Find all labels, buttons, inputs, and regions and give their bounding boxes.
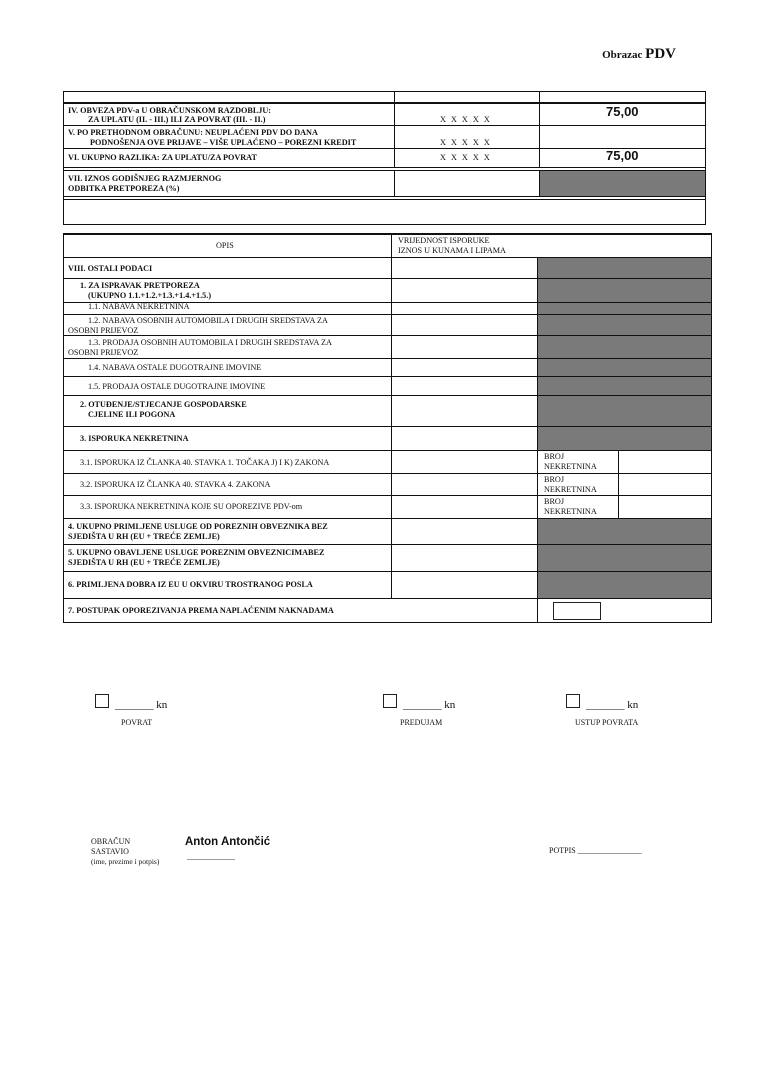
row-iv-sublabel: ZA UPLATU (II. - III.) ILI ZA POVRAT (III. - II.) bbox=[88, 115, 266, 124]
predujam-label: PREDUJAM bbox=[400, 718, 443, 727]
row-3-3-label: 3.3. ISPORUKA NEKRETNINA KOJE SU OPOREZIVE PDV-om bbox=[80, 502, 303, 511]
povrat-checkbox[interactable] bbox=[95, 694, 109, 708]
form-code: PDV bbox=[645, 46, 676, 62]
row-1-3-sublabel: OSOBNI PRIJEVOZ bbox=[68, 348, 139, 357]
ustup-povrata-amount: _______ kn bbox=[586, 699, 639, 711]
row-vii-label: VII. IZNOS GODIŠNJEG RAZMJERNOG bbox=[68, 174, 222, 183]
broj-sublabel-1: NEKRETNINA bbox=[544, 462, 597, 471]
row-v-label: V. PO PRETHODNOM OBRAČUNU: NEUPLAĆENI PDV DO DANA bbox=[68, 128, 318, 137]
col-header-opis: OPIS bbox=[216, 241, 234, 250]
row-iv-label: IV. OBVEZA PDV-a U OBRAČUNSKOM RAZDOBLJU: bbox=[68, 106, 272, 115]
row-1-label: 1. ZA ISPRAVAK PRETPOREZA bbox=[80, 281, 200, 290]
povrat-label: POVRAT bbox=[121, 718, 153, 727]
row-v-sublabel: PODNOŠENJA OVE PRIJAVE – VIŠE UPLAĆENO – POREZNI KREDIT bbox=[90, 138, 357, 147]
povrat-amount: _______ kn bbox=[115, 699, 168, 711]
row-1-1-label: 1.1. NABAVA NEKRETNINA bbox=[88, 302, 190, 311]
ustup-povrata-label: USTUP POVRATA bbox=[575, 718, 639, 727]
row-3-1-label: 3.1. ISPORUKA IZ ČLANKA 40. STAVKA 1. TOČAKA J) I K) ZAKONA bbox=[80, 458, 330, 467]
row-3-label: 3. ISPORUKA NEKRETNINA bbox=[80, 434, 189, 443]
row-1-sublabel: (UKUPNO 1.1.+1.2.+1.3.+1.4.+1.5.) bbox=[88, 291, 212, 300]
row-6-label: 6. PRIMLJENA DOBRA IZ EU U OKVIRU TROSTRANOG POSLA bbox=[68, 580, 313, 589]
row-vi-value: 75,00 bbox=[606, 148, 639, 163]
col-header-value: VRIJEDNOST ISPORUKE bbox=[398, 236, 490, 245]
ustup-povrata-checkbox[interactable] bbox=[566, 694, 580, 708]
prepared-by-underline: ____________ bbox=[187, 852, 235, 861]
broj-sublabel-2: NEKRETNINA bbox=[544, 485, 597, 494]
row-iv-xx: X X X X X bbox=[440, 115, 492, 124]
form-label: Obrazac bbox=[602, 49, 643, 61]
col-header-value-sub: IZNOS U KUNAMA I LIPAMA bbox=[398, 246, 506, 255]
row-viii-label: VIII. OSTALI PODACI bbox=[68, 264, 153, 273]
row-vi-xx: X X X X X bbox=[440, 153, 492, 162]
broj-label-3: BROJ bbox=[544, 497, 565, 506]
row-4-sublabel: SJEDIŠTA U RH (EU + TREĆE ZEMLJE) bbox=[68, 532, 220, 541]
prepared-by-label-2: SASTAVIO bbox=[91, 847, 129, 856]
broj-label-1: BROJ bbox=[544, 452, 565, 461]
row-3-2-label: 3.2. ISPORUKA IZ ČLANKA 40. STAVKA 4. ZAKONA bbox=[80, 480, 271, 489]
row-5-label: 5. UKUPNO OBAVLJENE USLUGE POREZNIM OBVEZNICIMABEZ bbox=[68, 548, 325, 557]
row-5-sublabel: SJEDIŠTA U RH (EU + TREĆE ZEMLJE) bbox=[68, 558, 220, 567]
row-2-label: 2. OTUĐENJE/STJECANJE GOSPODARSKE bbox=[80, 400, 247, 409]
predujam-amount: _______ kn bbox=[403, 699, 456, 711]
row-vi-label: VI. UKUPNO RAZLIKA: ZA UPLATU/ZA POVRAT bbox=[68, 153, 257, 162]
row-2-sublabel: CJELINE ILI POGONA bbox=[88, 410, 176, 419]
form-code-header bbox=[602, 46, 676, 63]
row-iv-value: 75,00 bbox=[606, 104, 639, 119]
prepared-by-name: Anton Antončić bbox=[185, 836, 271, 848]
row-1-5-label: 1.5. PRODAJA OSTALE DUGOTRAJNE IMOVINE bbox=[88, 382, 266, 391]
prepared-by-hint: (ime, prezime i potpis) bbox=[91, 857, 160, 866]
row-1-2-label: 1.2. NABAVA OSOBNIH AUTOMOBILA I DRUGIH SREDSTAVA ZA bbox=[88, 316, 328, 325]
row-1-3-label: 1.3. PRODAJA OSOBNIH AUTOMOBILA I DRUGIH SREDSTAVA ZA bbox=[88, 338, 332, 347]
row-1-4-label: 1.4. NABAVA OSTALE DUGOTRAJNE IMOVINE bbox=[88, 363, 262, 372]
row-4-label: 4. UKUPNO PRIMLJENE USLUGE OD POREZNIH OBVEZNIKA BEZ bbox=[68, 522, 328, 531]
row-1-2-sublabel: OSOBNI PRIJEVOZ bbox=[68, 326, 139, 335]
broj-sublabel-3: NEKRETNINA bbox=[544, 507, 597, 516]
row-7-input-box[interactable] bbox=[553, 602, 601, 620]
signature-label: POTPIS ________________ bbox=[549, 846, 642, 855]
broj-label-2: BROJ bbox=[544, 475, 565, 484]
predujam-checkbox[interactable] bbox=[383, 694, 397, 708]
prepared-by-label: OBRAČUN bbox=[91, 837, 131, 846]
row-7-label: 7. POSTUPAK OPOREZIVANJA PREMA NAPLAĆENIM NAKNADAMA bbox=[68, 606, 334, 615]
row-v-xx: X X X X X bbox=[440, 138, 492, 147]
row-vii-sublabel: ODBITKA PRETPOREZA (%) bbox=[68, 184, 180, 193]
